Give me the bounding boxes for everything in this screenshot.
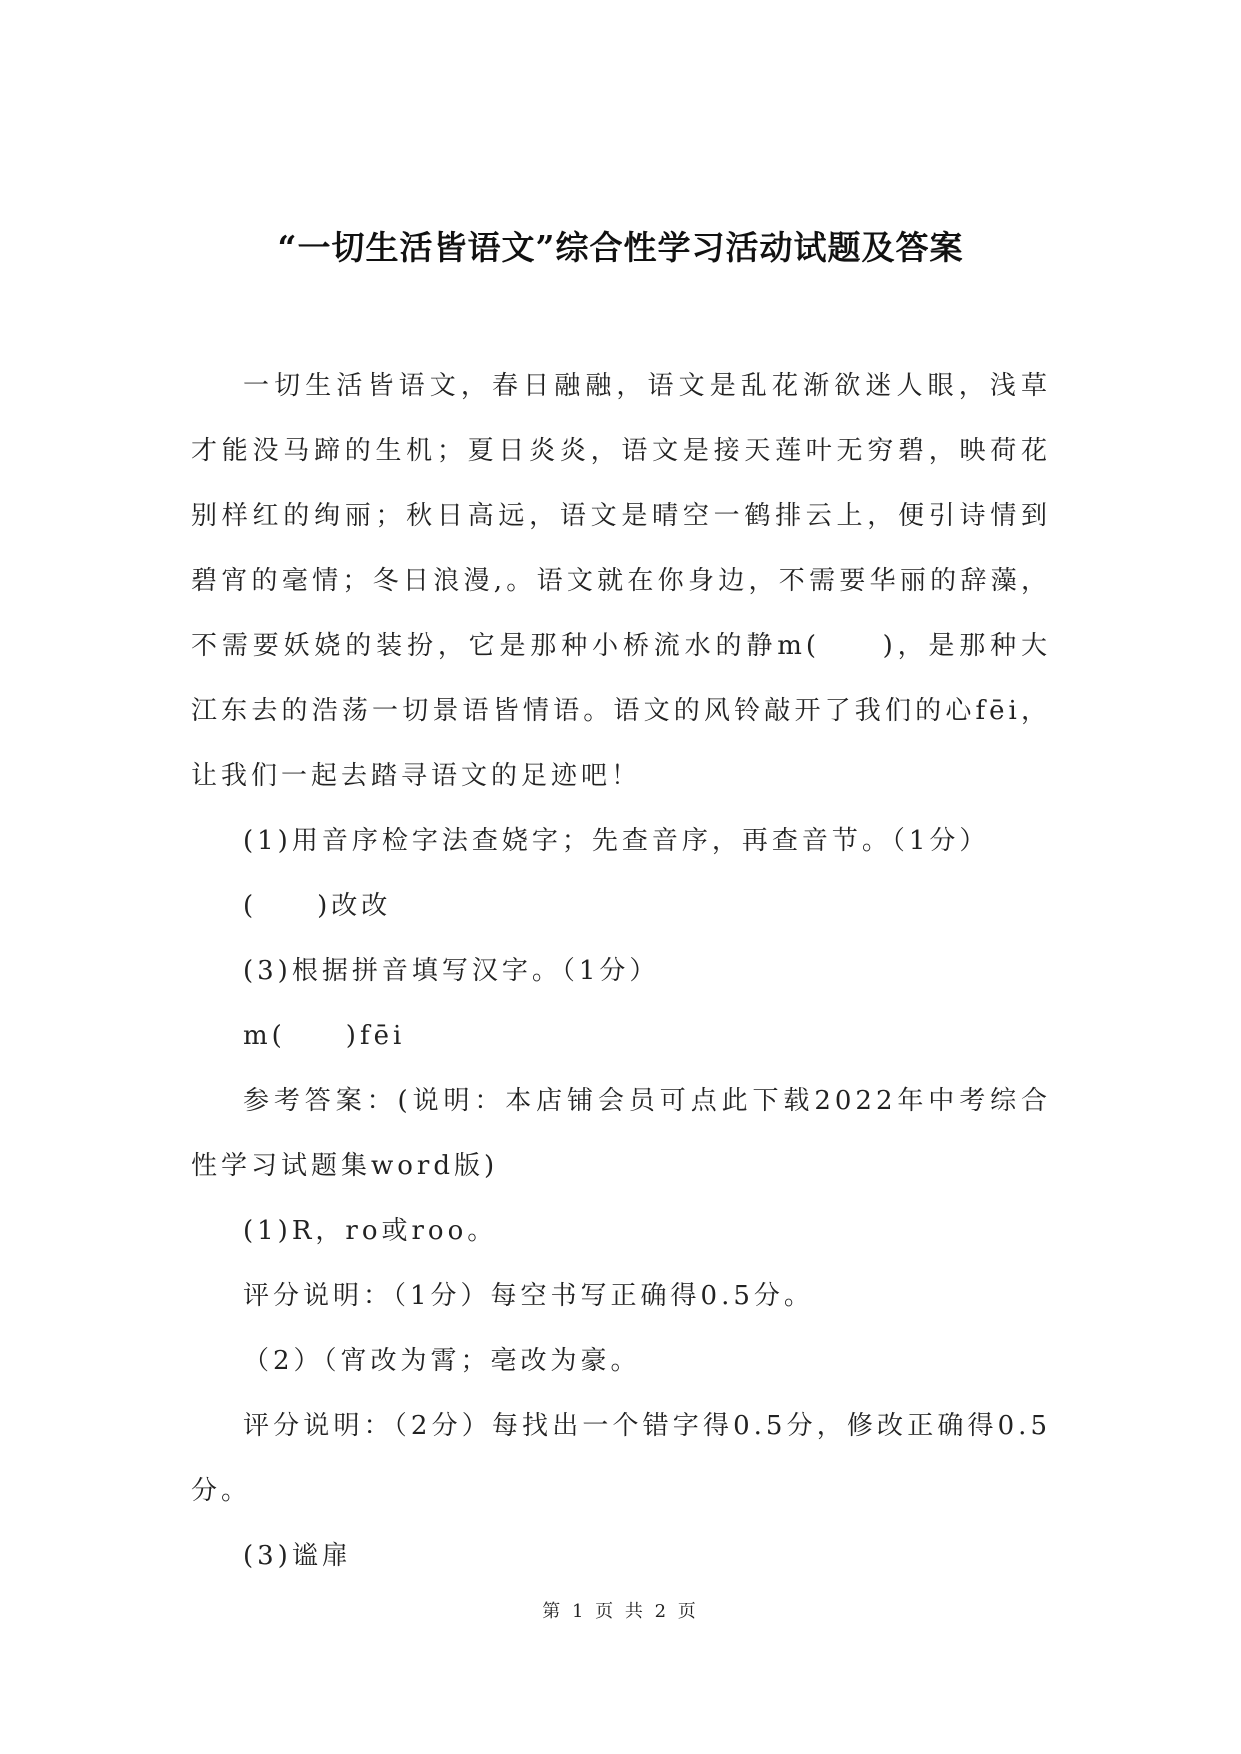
question-1: (1)用音序检字法查娆字；先查音序，再查音节。（1分） bbox=[243, 826, 990, 856]
question-3: (3)根据拼音填写汉字。（1分） bbox=[243, 956, 660, 986]
answer-3: (3)谧扉 bbox=[243, 1541, 352, 1571]
scoring-note-1: 评分说明：（1分）每空书写正确得0.5分。 bbox=[243, 1281, 814, 1311]
question-2-blank: ( )改改 bbox=[243, 891, 392, 921]
document-body bbox=[191, 354, 1051, 1589]
answer-heading: 参考答案：(说明：本店铺会员可点此下载2022年中考综合性学习试题集word版) bbox=[191, 1086, 1051, 1181]
answer-1: (1)R，ro或roo。 bbox=[243, 1216, 498, 1246]
scoring-note-2: 评分说明：（2分）每找出一个错字得0.5分，修改正确得0.5分。 bbox=[191, 1411, 1051, 1506]
page-footer: 第 1 页 共 2 页 bbox=[542, 1601, 699, 1622]
question-3-pinyin: m( )fēi bbox=[243, 1021, 406, 1051]
answer-2: （2）（宵改为霄；亳改为豪。 bbox=[243, 1346, 641, 1376]
intro-paragraph: 一切生活皆语文，春日融融，语文是乱花渐欲迷人眼，浅草才能没马蹄的生机；夏日炎炎，语文是接天莲叶无穷碧，映荷花别样红的绚丽；秋日高远，语文是晴空一鹤排云上，便引诗情到碧宵的毫情；冬日浪漫,。语文就在你身边，不需要华丽的辞藻，不需要妖娆的装扮，它是那种小桥流水的静m( )，是那种大江东去的浩荡一切景语皆情语。语文的风铃敲开了我们的心fēi，让我们一起去踏寻语文的足迹吧！ bbox=[191, 371, 1051, 791]
document-title: “一切生活皆语文”综合性学习活动试题及答案 bbox=[277, 228, 964, 267]
